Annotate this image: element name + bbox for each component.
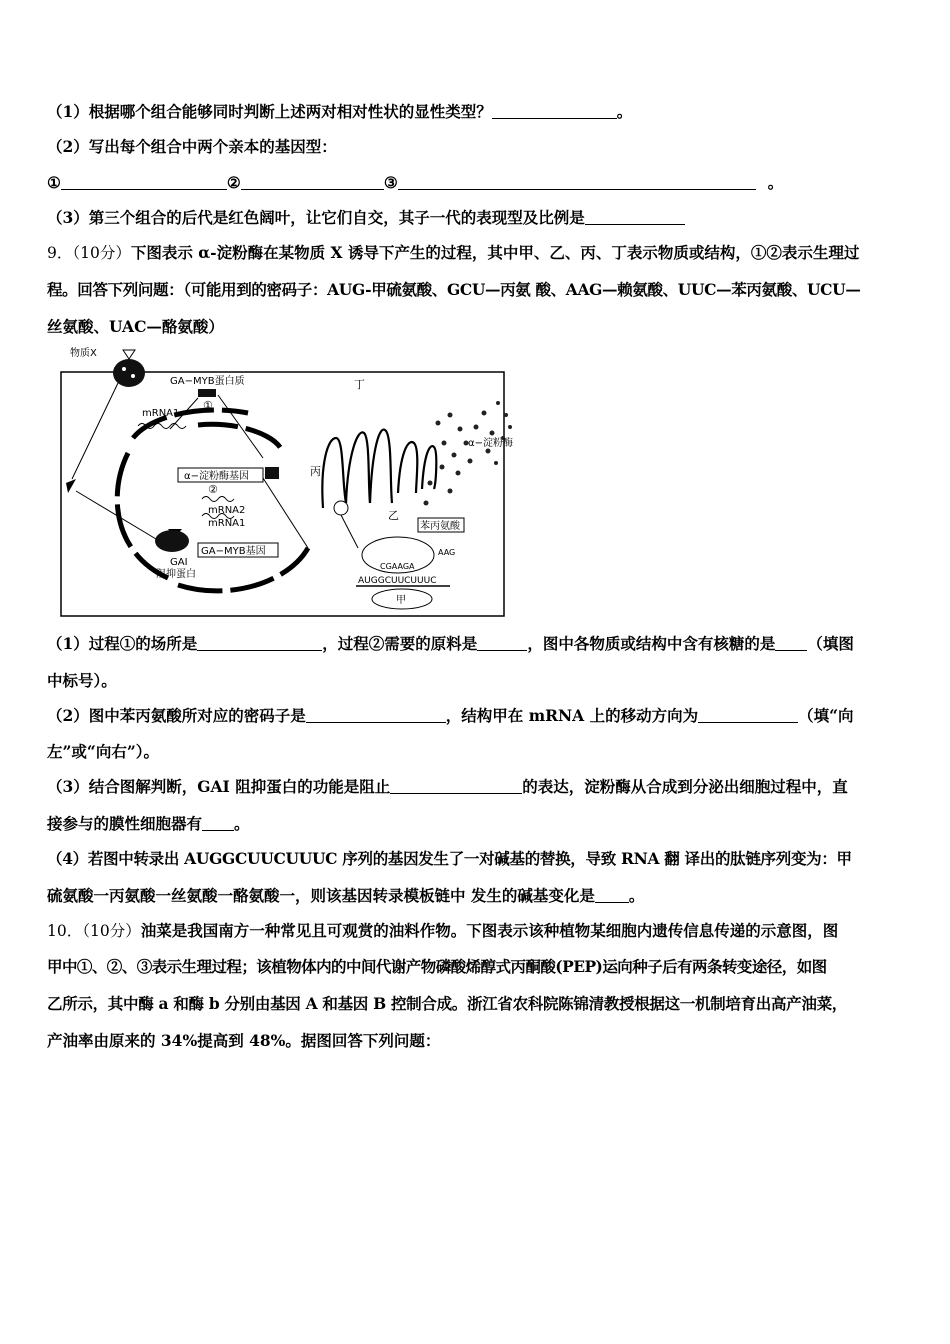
q10-text-2: 甲中①、②、③表示生理过程；该植物体内的中间代谢产物磷酸烯醇式丙酮酸(PEP)运向种子后有两条转变途径，如图	[47, 957, 827, 976]
q9-s4-text-c: 。	[628, 886, 645, 905]
ga-myb-protein-icon	[198, 389, 216, 397]
answer-blank[interactable]	[61, 173, 227, 190]
q9-s4-text-a: （4）若图中转录出 AUGGCUUCUUUC 序列的基因发生了一对碱基的替换，导致 RNA 翻 译出的肽链序列变为：甲	[47, 849, 852, 868]
q9-s1-text-b: ，过程②需要的原料是	[322, 634, 478, 653]
q9-s2-text-a: （2）图中苯丙氨酸所对应的密码子是	[47, 706, 306, 725]
q9-s2-text-d: 左”或“向右”）。	[47, 742, 159, 761]
substance-x-triangle-icon	[123, 350, 135, 359]
yi-label: 乙	[388, 509, 399, 522]
ding-label: 丁	[354, 378, 365, 391]
answer-blank[interactable]	[585, 208, 685, 225]
q8-blanks-line	[47, 172, 783, 194]
q9-intro-line-3	[47, 316, 224, 338]
q10-text-1: 油菜是我国南方一种常见且可观赏的油料作物。下图表示该种植物某细胞内遗传信息传递的示意图，图	[140, 921, 839, 940]
alpha-amylase-diagram	[58, 343, 518, 621]
q9-s3-text-d: 。	[234, 814, 250, 833]
receptor-blob	[113, 359, 145, 387]
q8-sub1-text: （1）根据哪个组合能够同时判断上述两对相对性状的显性类型？	[47, 102, 492, 121]
q10-line-2	[47, 956, 827, 978]
jia-label: 甲	[396, 595, 406, 606]
answer-blank[interactable]	[492, 102, 617, 119]
q9-s4-line-2	[47, 885, 644, 907]
aag-label: AAG	[438, 548, 456, 557]
q9-intro-line-2	[47, 279, 860, 301]
q10-line-4	[47, 1030, 440, 1052]
q8-sub3-text: （3）第三个组合的后代是红色阔叶，让它们自交，其子一代的表现型及比例是	[47, 208, 585, 227]
ga-myb-gene-label: GA−MYB基因	[201, 546, 266, 557]
arrow-triangle-icon	[66, 479, 76, 493]
q9-intro-1: 下图表示 α-淀粉酶在某物质 X 诱导下产生的过程，其中甲、乙、丙、丁表示物质或结构，①②表示生理过	[130, 243, 860, 262]
q9-s1-text-e: 中标号）。	[47, 671, 117, 690]
gai-protein-blob	[155, 530, 189, 552]
q9-s3-text-c: 接参与的膜性细胞器有	[47, 814, 203, 833]
q10-line-3	[47, 993, 847, 1015]
process-2-label: ②	[208, 483, 218, 496]
answer-blank[interactable]	[390, 777, 522, 794]
answer-blank[interactable]	[698, 706, 798, 723]
answer-blank[interactable]	[595, 886, 629, 903]
q9-s3-line-2	[47, 813, 250, 835]
q9-s2-line-2	[47, 741, 159, 763]
anticodon-label: CGAAGA	[380, 562, 415, 571]
vesicle	[334, 501, 348, 515]
phe-label: 苯丙氨酸	[420, 521, 460, 532]
q8-sub3-line	[47, 207, 685, 229]
q9-intro-2: 程。回答下列问题：（可能用到的密码子：AUG-甲硫氨酸、GCU—丙氨 酸、AAG—赖氨酸、UUC—苯丙氨酸、UCU—	[47, 280, 861, 299]
answer-blank[interactable]	[197, 634, 322, 651]
mrna-sequence-label: AUGGCUUCUUUC	[358, 576, 437, 586]
alpha-amylase-label: α−淀粉酶	[468, 438, 513, 449]
gai-label: GAI	[170, 557, 188, 568]
q8-blank-label-2: ②	[226, 173, 241, 192]
q9-s3-text-a: （3）结合图解判断，GAI 阻抑蛋白的功能是阻止	[47, 777, 391, 796]
q10-text-3: 乙所示，其中酶 a 和酶 b 分别由基因 A 和基因 B 控制合成。浙江省农科院陈锦清教授根据这一机制培育出高产油菜，	[47, 994, 847, 1013]
q9-s3-text-b: 的表达，淀粉酶从合成到分泌出细胞过程中，直	[522, 777, 848, 796]
q9-s2-text-c: （填“向	[798, 706, 854, 725]
ga-myb-protein-label: GA−MYB蛋白质	[170, 376, 245, 387]
answer-blank[interactable]	[241, 173, 384, 190]
q9-s4-line-1	[47, 848, 852, 870]
q9-s1-line-2	[47, 670, 117, 692]
gai-protein-label: 阻抑蛋白	[156, 569, 196, 580]
answer-blank[interactable]	[398, 173, 756, 190]
mrna1-top-label: mRNA1	[142, 408, 180, 419]
q8-sub2-line	[47, 136, 337, 158]
q9-s1-text-a: （1）过程①的场所是	[47, 634, 198, 653]
bing-label: 丙	[310, 465, 321, 478]
q9-intro-line-1	[47, 242, 859, 264]
q9-s2-text-b: ，结构甲在 mRNA 上的移动方向为	[445, 706, 699, 725]
answer-blank[interactable]	[775, 634, 807, 651]
ga-myb-bound-icon	[265, 467, 279, 479]
answer-blank[interactable]	[477, 634, 527, 651]
mrna1-label: mRNA1	[208, 518, 246, 529]
q9-s2-line-1	[47, 705, 854, 727]
q9-number: 9．（10分）	[47, 244, 131, 262]
q9-s1-text-c: ，图中各物质或结构中含有核糖的是	[527, 634, 776, 653]
q8-blank-label-1: ①	[47, 173, 61, 192]
q10-text-4: 产油率由原来的 34%提高到 48%。据图回答下列问题：	[47, 1031, 441, 1050]
q9-intro-3: 丝氨酸、UAC—酪氨酸）	[47, 317, 224, 336]
q9-s1-text-d: （填图	[807, 634, 854, 653]
q9-s4-text-b: 硫氨酸一丙氨酸一丝氨酸一酪氨酸一，则该基因转录模板链中 发生的碱基变化是	[47, 886, 595, 905]
answer-blank[interactable]	[202, 814, 234, 831]
q9-s3-line-1	[47, 776, 848, 798]
q9-s1-line-1	[47, 633, 854, 655]
endoplasmic-reticulum	[322, 430, 436, 508]
q8-sub2-end: 。	[767, 173, 784, 192]
q8-sub1-end: 。	[616, 102, 633, 121]
substance-x-label: 物质X	[70, 348, 97, 359]
mrna2-label: mRNA2	[208, 505, 246, 516]
answer-blank[interactable]	[306, 706, 446, 723]
q10-line-1	[47, 920, 838, 942]
q8-blank-label-3: ③	[383, 173, 398, 192]
q8-sub1-line	[47, 101, 632, 123]
amylase-gene-label: α−淀粉酶基因	[184, 471, 249, 482]
cell-boundary	[61, 372, 504, 616]
process-1-label: ①	[203, 399, 213, 412]
q8-sub2-text: （2）写出每个组合中两个亲本的基因型：	[47, 137, 337, 156]
q10-number: 10．（10分）	[47, 922, 141, 940]
